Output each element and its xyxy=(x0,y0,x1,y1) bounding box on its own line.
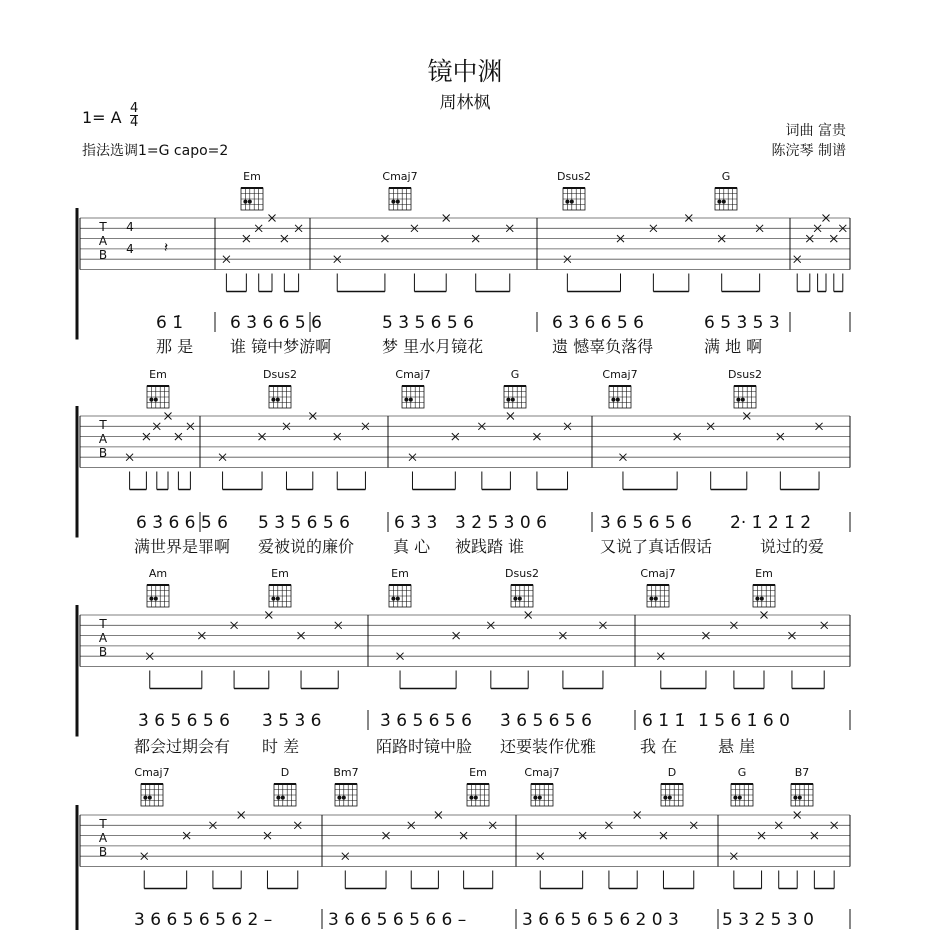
jianpu-notes: 6 5 3̇ 5 3 xyxy=(704,313,780,333)
lyric-text: 还要装作优雅 xyxy=(500,737,597,756)
chord-name: Dsus2 xyxy=(557,170,591,183)
tab-clef-letter: B xyxy=(98,845,108,859)
chord-name: Cmaj7 xyxy=(382,170,418,183)
chord-finger-dot xyxy=(149,398,153,402)
jianpu-notes: 3̇ 2̇ 5̇ 3̇ 0 6 xyxy=(455,513,547,533)
chord-finger-dot xyxy=(798,796,802,800)
chord-finger-dot xyxy=(733,796,737,800)
chord-name: Em xyxy=(391,567,409,580)
jianpu-notes: 3 6 6 5 6 5 6 2 – xyxy=(134,910,273,930)
jianpu-notes: 3̇ 5̇ 3̇ 6 xyxy=(262,711,322,731)
chord-finger-dot xyxy=(668,796,672,800)
time-denominator: 4 xyxy=(130,115,139,130)
chord-finger-dot xyxy=(654,597,658,601)
chord-finger-dot xyxy=(793,796,797,800)
chord-finger-dot xyxy=(337,796,341,800)
tab-clef-letter: A xyxy=(98,234,108,248)
chord-finger-dot xyxy=(570,200,574,204)
lyric-text: 我 在 xyxy=(640,737,678,756)
chord-finger-dot xyxy=(518,597,522,601)
jianpu-notes: 1̇ 5 6 1̇ 6 0 xyxy=(698,711,790,731)
chord-finger-dot xyxy=(271,597,275,601)
chord-finger-dot xyxy=(663,796,667,800)
lyric-text: 都会过期会有 xyxy=(134,737,231,756)
chord-finger-dot xyxy=(738,796,742,800)
jianpu-notes: 5 3 2 5 3 0 xyxy=(722,910,814,930)
chord-finger-dot xyxy=(741,398,745,402)
tab-clef-letter: A xyxy=(98,432,108,446)
jianpu-notes: 6 3̇ 6 6 5 6 xyxy=(136,513,228,533)
jianpu-notes: 3̇ 6 5 6 5 6 xyxy=(600,513,692,533)
chord-finger-dot xyxy=(271,398,275,402)
chord-finger-dot xyxy=(717,200,721,204)
chord-name: Dsus2 xyxy=(263,368,297,381)
chord-finger-dot xyxy=(513,597,517,601)
tab-clef-letter: A xyxy=(98,831,108,845)
lyric-text: 梦 里水月镜花 xyxy=(382,337,484,356)
jianpu-notes: 2̇· 1̇ 2̇ 1̇ 2̇ xyxy=(730,513,812,533)
quarter-rest: 𝄽 xyxy=(163,240,169,256)
chord-finger-dot xyxy=(396,597,400,601)
chord-name: Am xyxy=(148,567,168,580)
lyric-text: 被践踏 谁 xyxy=(455,537,525,556)
jianpu-notes: 3 6 6 5 6 5 6 2 0 3 xyxy=(522,910,679,930)
lyric-text: 说过的爱 xyxy=(760,537,825,556)
jianpu-notes: 3̇ 6 5 6 5 6 xyxy=(138,711,230,731)
jianpu-notes: 6 3̇ 6 6 5 6 xyxy=(230,313,322,333)
chord-name: Cmaj7 xyxy=(395,368,431,381)
chord-finger-dot xyxy=(396,200,400,204)
lyric-text: 悬 崖 xyxy=(718,737,756,756)
tab-time-numerator: 4 xyxy=(126,220,134,234)
chord-finger-dot xyxy=(755,597,759,601)
tab-clef-letter: T xyxy=(99,817,107,831)
chord-finger-dot xyxy=(391,597,395,601)
chord-finger-dot xyxy=(276,398,280,402)
tab-clef-letter: B xyxy=(98,248,108,262)
credit-words: 词曲 富贵 xyxy=(785,123,846,139)
tab-clef-letter: B xyxy=(98,446,108,460)
lyric-text: 满 地 啊 xyxy=(704,337,763,356)
credit-score: 陈浣琴 制谱 xyxy=(771,143,846,159)
chord-finger-dot xyxy=(276,597,280,601)
artist-name: 周林枫 xyxy=(439,93,491,113)
tab-clef-letter: B xyxy=(98,645,108,659)
chord-name: G xyxy=(737,766,747,779)
chord-finger-dot xyxy=(469,796,473,800)
chord-name: Cmaj7 xyxy=(524,766,560,779)
chord-finger-dot xyxy=(143,796,147,800)
jianpu-notes: 6 3̇ 3̇ xyxy=(394,513,438,533)
chord-finger-dot xyxy=(154,398,158,402)
chord-finger-dot xyxy=(409,398,413,402)
chord-finger-dot xyxy=(148,796,152,800)
lyric-text: 遗 憾辜负落得 xyxy=(552,337,654,356)
chord-finger-dot xyxy=(736,398,740,402)
chord-finger-dot xyxy=(649,597,653,601)
tab-clef-letter: T xyxy=(99,220,107,234)
jianpu-notes: 3̇ 6 5 6 5 6 xyxy=(500,711,592,731)
lyric-text: 又说了真话假话 xyxy=(600,537,713,556)
chord-name: Em xyxy=(755,567,773,580)
chord-finger-dot xyxy=(760,597,764,601)
chord-name: Em xyxy=(271,567,289,580)
chord-finger-dot xyxy=(281,796,285,800)
tab-time-denominator: 4 xyxy=(126,242,134,256)
chord-finger-dot xyxy=(276,796,280,800)
chord-name: Dsus2 xyxy=(728,368,762,381)
chord-finger-dot xyxy=(565,200,569,204)
chord-finger-dot xyxy=(149,597,153,601)
chord-finger-dot xyxy=(243,200,247,204)
jianpu-notes: 6 3̇ 6 6 5 6 xyxy=(552,313,644,333)
chord-finger-dot xyxy=(533,796,537,800)
key-signature: 1= A xyxy=(82,108,122,127)
jianpu-notes: 3 6 6 5 6 5 6 6 – xyxy=(328,910,467,930)
chord-finger-dot xyxy=(506,398,510,402)
chord-name: D xyxy=(280,766,290,779)
jianpu-notes: 5 3̇ 5 6 5 6 xyxy=(382,313,474,333)
chord-name: Em xyxy=(149,368,167,381)
jianpu-notes: 3̇ 6 5 6 5 6 xyxy=(380,711,472,731)
lyric-text: 时 差 xyxy=(262,737,300,756)
chord-finger-dot xyxy=(391,200,395,204)
lyric-text: 陌路时镜中脸 xyxy=(376,737,473,756)
chord-finger-dot xyxy=(538,796,542,800)
chord-finger-dot xyxy=(404,398,408,402)
chord-finger-dot xyxy=(616,398,620,402)
chord-finger-dot xyxy=(722,200,726,204)
chord-name: Cmaj7 xyxy=(134,766,170,779)
chord-name: Cmaj7 xyxy=(640,567,676,580)
lyric-text: 谁 镜中梦游啊 xyxy=(230,337,332,356)
chord-name: G xyxy=(721,170,731,183)
chord-name: D xyxy=(667,766,677,779)
chord-name: G xyxy=(510,368,520,381)
lyric-text: 满世界是罪啊 xyxy=(134,537,231,556)
chord-name: B7 xyxy=(794,766,810,779)
tab-clef-letter: T xyxy=(99,617,107,631)
lyric-text: 爱被说的廉价 xyxy=(258,537,355,556)
tab-clef-letter: T xyxy=(99,418,107,432)
lyric-text: 那 是 xyxy=(156,337,194,356)
chord-finger-dot xyxy=(154,597,158,601)
chord-finger-dot xyxy=(611,398,615,402)
chord-name: Cmaj7 xyxy=(602,368,638,381)
time-numerator: 4 xyxy=(130,101,139,116)
chord-finger-dot xyxy=(342,796,346,800)
chord-finger-dot xyxy=(474,796,478,800)
chord-name: Em xyxy=(243,170,261,183)
chord-finger-dot xyxy=(248,200,252,204)
chord-name: Bm7 xyxy=(333,766,359,779)
lyric-text: 真 心 xyxy=(393,537,431,556)
jianpu-notes: 6 1̇ 1̇ xyxy=(642,711,686,731)
chord-finger-dot xyxy=(511,398,515,402)
capo-info: 指法选调1=G capo=2 xyxy=(82,143,229,159)
jianpu-notes: 5 3̇ 5 6 5 6 xyxy=(258,513,350,533)
jianpu-notes: 6 1̇ xyxy=(156,313,184,333)
chord-name: Em xyxy=(469,766,487,779)
tab-clef-letter: A xyxy=(98,631,108,645)
song-title: 镜中渊 xyxy=(427,57,503,86)
chord-name: Dsus2 xyxy=(505,567,539,580)
